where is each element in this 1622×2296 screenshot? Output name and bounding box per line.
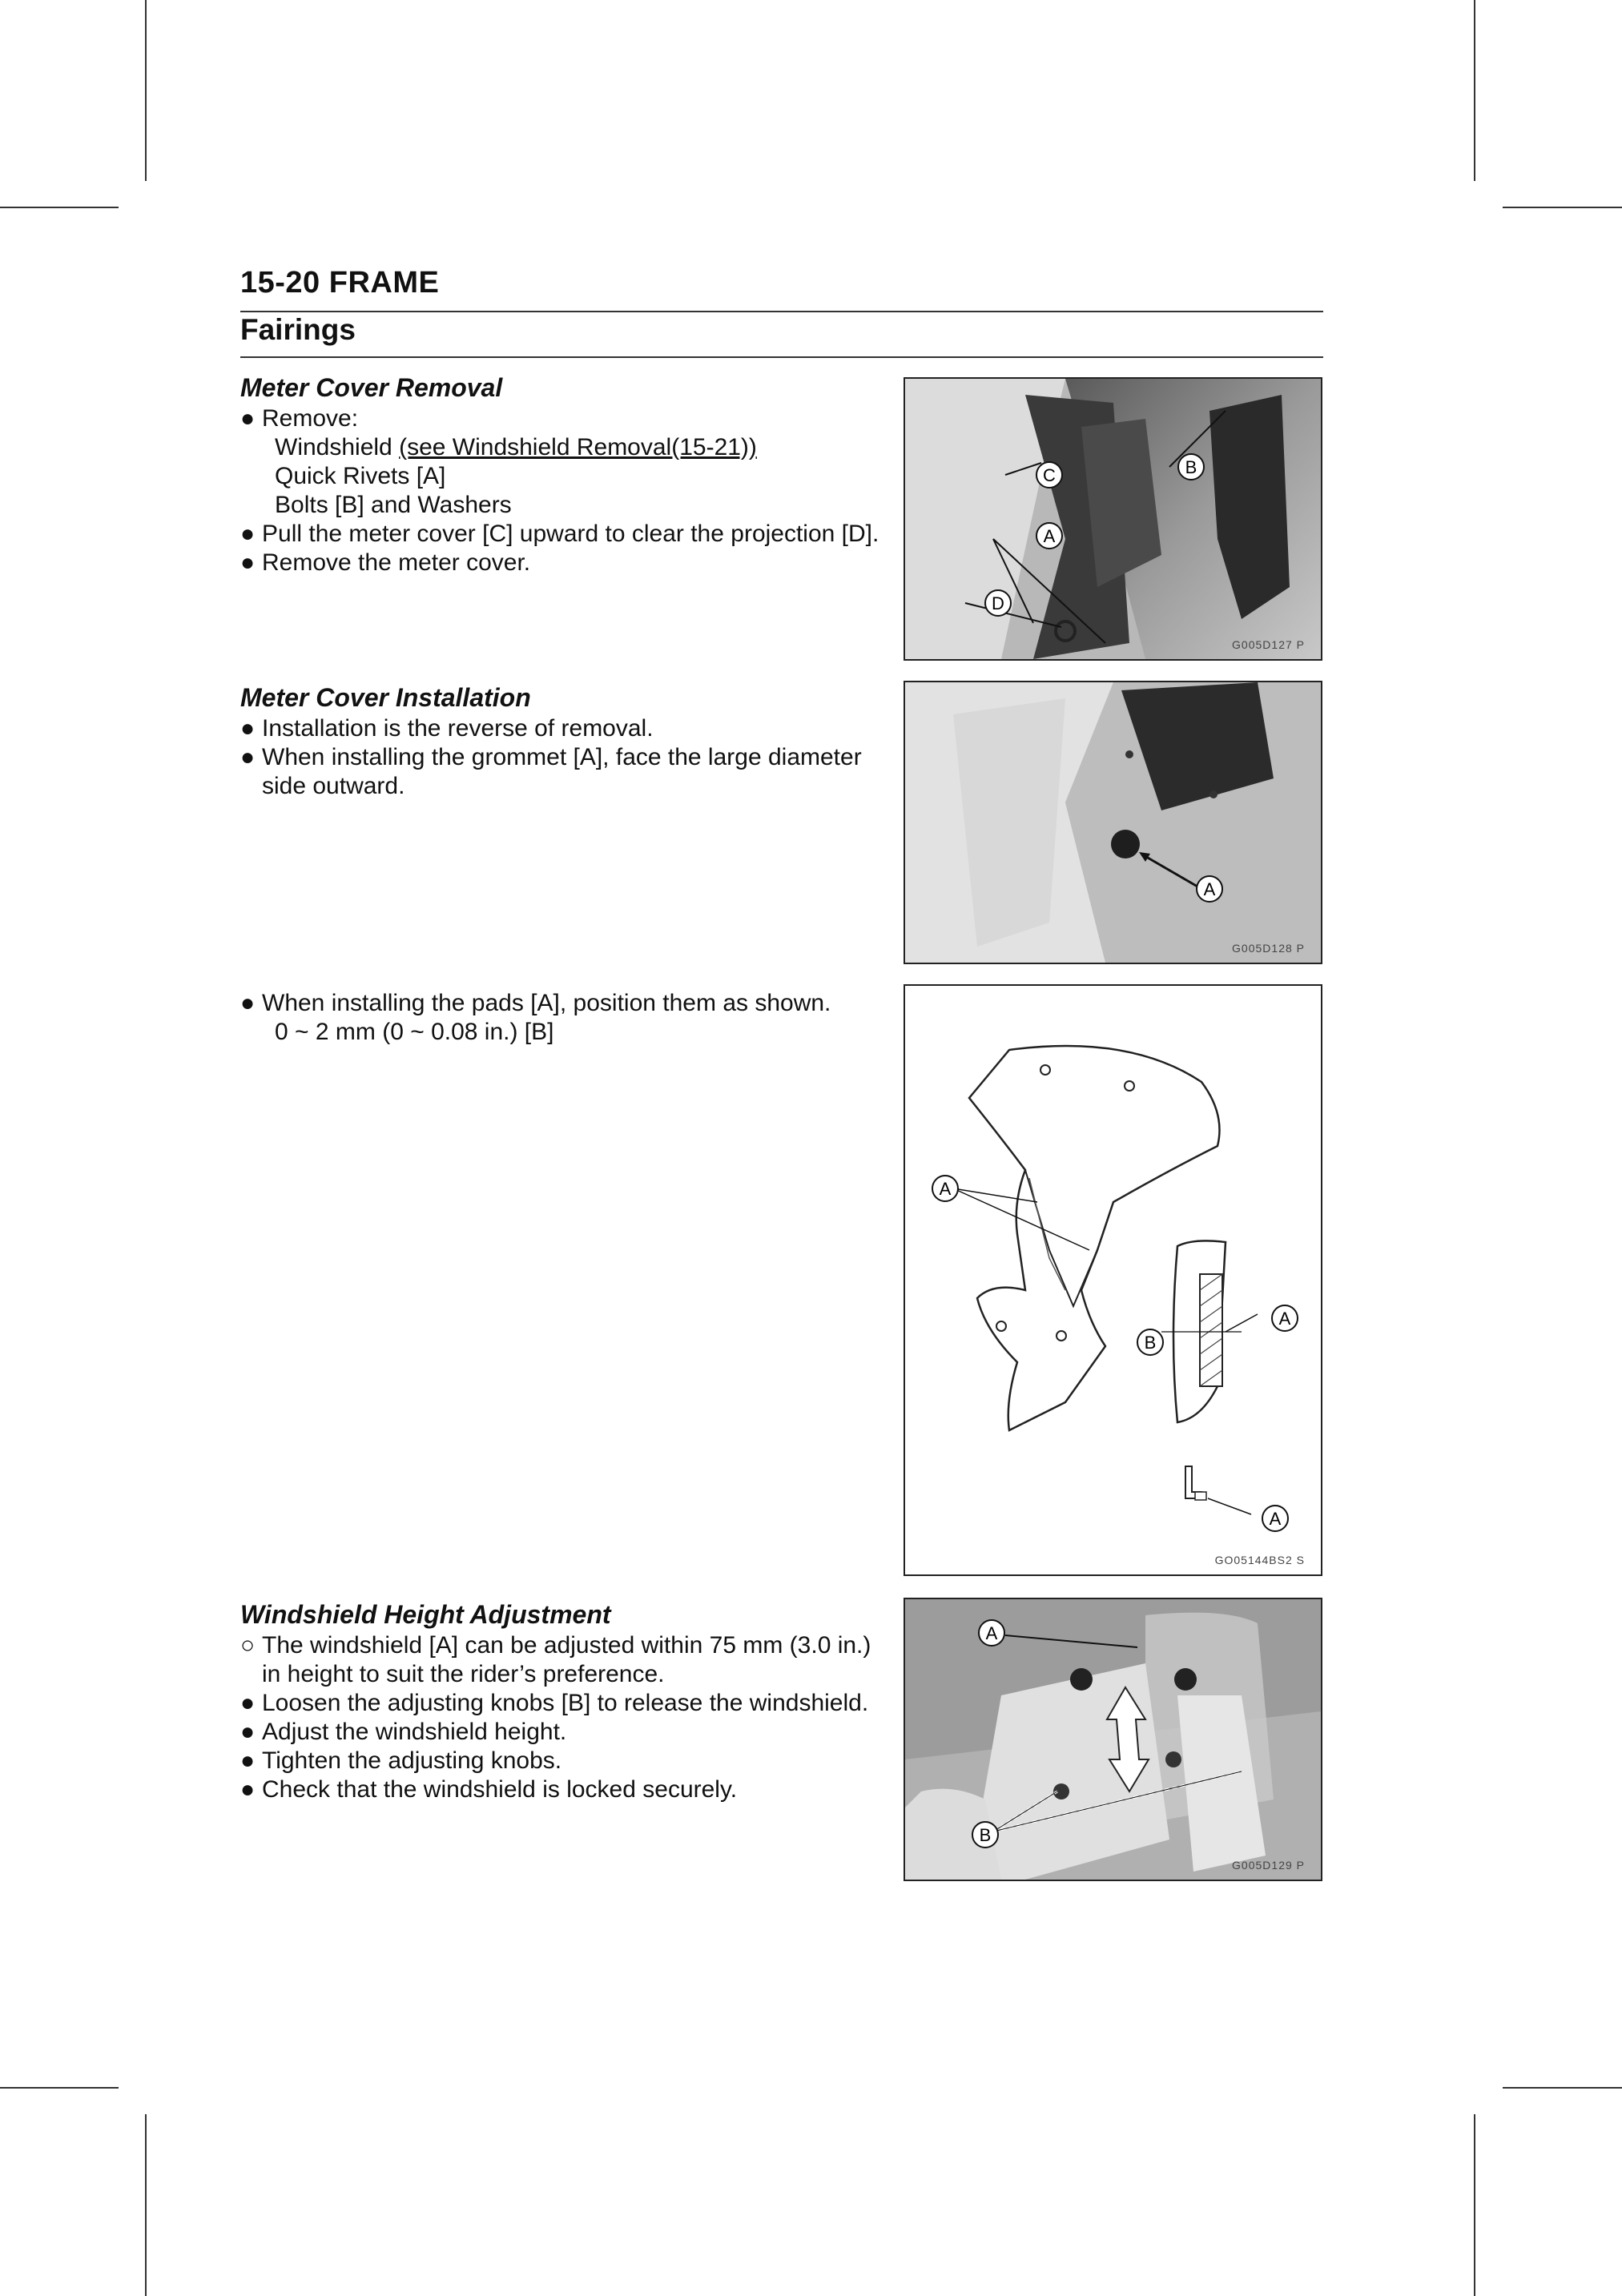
list-item: ● When installing the pads [A], position them as shown. <box>240 990 831 1016</box>
pads-section <box>240 989 831 1047</box>
callout-label <box>985 590 1011 616</box>
note-circle-icon: ○ <box>240 1632 256 1659</box>
line-drawing <box>905 986 1321 1574</box>
callout-label <box>972 1822 998 1848</box>
section-title: Fairings <box>240 313 356 346</box>
callout-label <box>1197 876 1222 902</box>
callout-label <box>1137 1329 1163 1355</box>
callout-label <box>1178 454 1204 480</box>
list-item: ● Loosen the adjusting knobs [B] to release the windshield. <box>240 1690 869 1716</box>
bullet-icon: ● <box>240 715 256 742</box>
grommet-installation-photo <box>904 681 1322 964</box>
callout-label <box>1272 1305 1298 1331</box>
bullet-icon: ● <box>240 1690 256 1716</box>
windshield-removal-link[interactable]: (see Windshield Removal(15-21)) <box>399 434 757 460</box>
callout-label <box>932 1176 958 1201</box>
callout-label <box>1036 462 1062 488</box>
crop-mark <box>145 2114 147 2296</box>
crop-mark <box>1503 2087 1622 2089</box>
svg-text:A: A <box>939 1179 952 1199</box>
list-item: ● Adjust the windshield height. <box>240 1719 567 1745</box>
section-rule <box>240 356 1323 358</box>
photo-illustration <box>905 379 1321 659</box>
removal-heading: Meter Cover Removal <box>240 373 503 402</box>
header-rule <box>240 311 1323 312</box>
list-item: ● Remove: <box>240 405 359 432</box>
callout-label <box>1262 1506 1288 1531</box>
list-item: ● Installation is the reverse of removal. <box>240 715 654 742</box>
list-item: Bolts [B] and Washers <box>275 492 512 518</box>
installation-heading: Meter Cover Installation <box>240 683 531 712</box>
list-item: ● Check that the windshield is locked securely. <box>240 1776 738 1803</box>
note-item: ○ The windshield [A] can be adjusted within 75 mm (3.0 in.) <box>240 1632 871 1659</box>
crop-mark <box>1474 2114 1475 2296</box>
crop-mark <box>1474 0 1475 181</box>
crop-mark <box>0 2087 119 2089</box>
windshield-adjustment-photo <box>904 1598 1322 1881</box>
svg-text:B: B <box>1185 457 1197 477</box>
list-item: ● Tighten the adjusting knobs. <box>240 1747 562 1774</box>
bullet-icon: ● <box>240 990 256 1016</box>
callout-label <box>979 1620 1004 1646</box>
svg-text:C: C <box>1043 465 1056 485</box>
list-item: ● Remove the meter cover. <box>240 549 531 576</box>
bullet-icon: ● <box>240 1776 256 1803</box>
figure-code: G005D129 P <box>1232 1859 1305 1872</box>
svg-text:A: A <box>1043 526 1056 546</box>
adjustment-section <box>240 1599 871 1804</box>
photo-illustration <box>905 1599 1321 1880</box>
figure-code: G005D128 P <box>1232 942 1305 955</box>
svg-text:A: A <box>985 1623 998 1643</box>
callout-label <box>1036 523 1062 549</box>
svg-text:B: B <box>1144 1333 1157 1353</box>
figure-code: G005D127 P <box>1232 638 1305 651</box>
removal-section <box>240 372 879 577</box>
list-item: ● Pull the meter cover [C] upward to clear the projection [D]. <box>240 521 879 547</box>
figure-code: GO05144BS2 S <box>1214 1554 1305 1566</box>
photo-illustration <box>905 682 1321 963</box>
svg-text:B: B <box>979 1825 992 1845</box>
bullet-icon: ● <box>240 549 256 576</box>
svg-text:A: A <box>1278 1309 1291 1329</box>
bullet-icon: ● <box>240 1719 256 1745</box>
note-continuation: in height to suit the rider’s preference. <box>262 1661 665 1687</box>
bullet-icon: ● <box>240 1747 256 1774</box>
pad-position-diagram <box>904 984 1322 1576</box>
bullet-icon: ● <box>240 521 256 547</box>
pads-spec: 0 ~ 2 mm (0 ~ 0.08 in.) [B] <box>275 1019 554 1045</box>
page-title: 15-20 FRAME <box>240 266 440 300</box>
crop-mark <box>145 0 147 181</box>
bullet-icon: ● <box>240 744 256 770</box>
list-item: ● When installing the grommet [A], face the large diameter <box>240 744 862 770</box>
svg-text:D: D <box>992 593 1004 613</box>
crop-mark <box>0 207 119 208</box>
bullet-icon: ● <box>240 405 256 432</box>
list-item-continuation: side outward. <box>262 773 405 799</box>
list-item: Quick Rivets [A] <box>275 463 446 489</box>
svg-text:A: A <box>1203 879 1216 899</box>
list-item: Windshield (see Windshield Removal(15-21)) <box>275 434 757 460</box>
crop-mark <box>1503 207 1622 208</box>
installation-section <box>240 682 862 801</box>
svg-text:A: A <box>1269 1509 1282 1529</box>
adjustment-heading: Windshield Height Adjustment <box>240 1600 611 1629</box>
meter-cover-removal-photo <box>904 377 1322 661</box>
